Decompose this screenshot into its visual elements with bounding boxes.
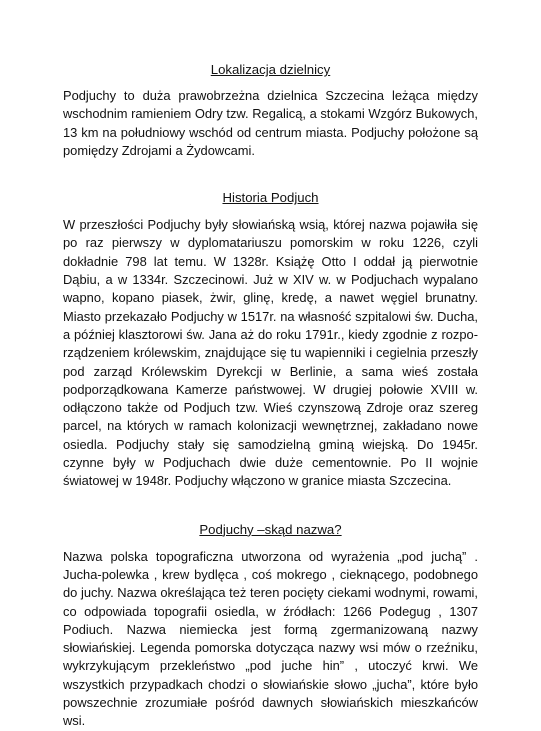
section-name-origin — [63, 522, 478, 731]
section-paragraph-location: Podjuchy to duża prawobrzeżna dzielnica Szczecina leżąca między wschodnim ramieniem Odry tzw. Regalicą, a stokami Wzgórz Bukowych, 13 km na południowy wschód od centrum miasta. Podjuchy położone są pomiędzy Zdrojami a Żydowcami. — [63, 88, 478, 158]
section-location — [63, 62, 478, 160]
section-heading-history: Historia Podjuch — [222, 190, 319, 206]
section-history — [63, 190, 478, 490]
section-paragraph-history: W przeszłości Podjuchy były słowiańską wsią, której nazwa pojawiła się po raz pierwszy w dyplomatariuszu pomorskim w roku 1226, czyli dokładnie 798 lat temu. W 1328r. Książę Otto I oddał ją pierwotnie Dąbiu, a w 1334r. Szczecinowi. Już w XIV w. w Podjuchach wypalano wapno, kopano piasek, żwir, glinę, kredę, a nawet węgiel brunatny. Miasto przekazało Podjuchy w 1517r. na własność szpitalowi św. Ducha, a później klasztorowi św. Jana aż do roku 1791r., kiedy zgodnie z rozpo-rządzeniem królewskim, znajdujące się tu wapienniki i cegielnia przeszły pod zarząd Królewskim Dyrekcji w Berlinie, a sama wieś została podporządkowana Kamerze państwowej. W drugiej połowie XVIII w. odłączono także od Podjuch tzw. Wieś czynszową Zdroje oraz szereg parcel, na których w ramach kolonizacji wewnętrznej, zakładano nowe osiedla. Podjuchy stały się samodzielną gminą wiejską. Do 1945r. czynne były w Podjuchach dwie duże cementownie. Po II wojnie światowej w 1948r. Podjuchy włączono w granice miasta Szczecina. — [63, 217, 478, 489]
section-heading-name-origin: Podjuchy –skąd nazwa? — [199, 521, 342, 537]
section-heading-location: Lokalizacja dzielnicy — [210, 62, 331, 77]
section-paragraph-name-origin: Nazwa polska topograficzna utworzona od wyrażenia „pod juchą” . Jucha-polewka , krew bydlęca , coś mokrego , cieknącego, podobnego do juchy. Nazwa określająca też teren pocięty ciekami wodnymi, rowami, co odpowiada topografii osiedla, w źródłach: 1266 Podegug , 1307 Podiuch. Nazwa niemiecka jest formą zgermanizowaną nazwy słowiańskiej. Legenda pomorska dotycząca nazwy wsi mów o rzeźniku, wykrzykującym przekleństwo „pod juche hin” , utoczyć krwi. We wszystkich przypadkach chodzi o słowiańskie słowo „jucha”, które było powszechnie zrozumiałe pośród dawnych słowiańskich mieszkańców wsi. — [63, 548, 478, 729]
